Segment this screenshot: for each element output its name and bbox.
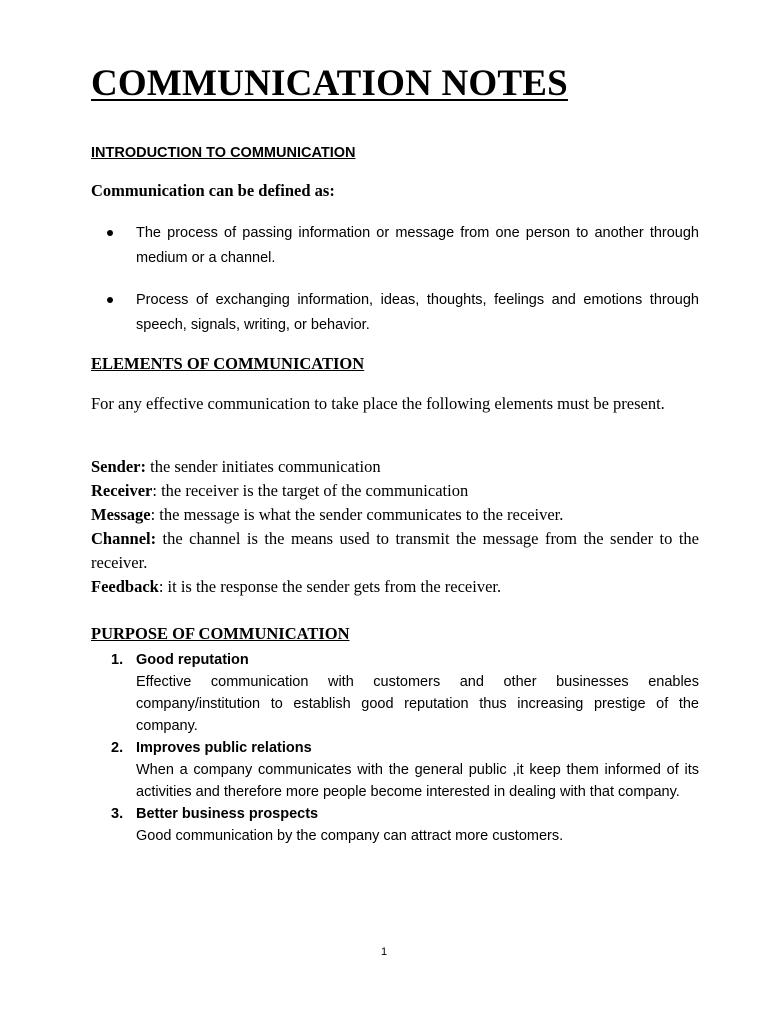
purpose-description: When a company communicates with the general public ,it keep them informed of its activities and therefore more people become interested in dealing with that company. [136, 762, 699, 800]
element-row [91, 527, 699, 575]
purpose-description: Effective communication with customers and other businesses enables company/institution to establish good reputation thus increasing prestige of the company. [136, 674, 699, 734]
bullet-icon [107, 230, 113, 236]
element-term: Receiver [91, 481, 153, 500]
elements-intro: For any effective communication to take place the following elements must be present. [91, 394, 665, 413]
purpose-item [91, 803, 699, 847]
purpose-number: 2. [111, 740, 124, 756]
element-row [91, 575, 699, 599]
elements-heading: ELEMENTS OF COMMUNICATION [91, 354, 365, 373]
element-term: Message [91, 505, 151, 524]
element-description: : the receiver is the target of the communication [152, 481, 469, 500]
element-row [91, 455, 699, 479]
element-row [91, 503, 699, 527]
purpose-title: Good reputation [136, 652, 249, 668]
document-title: COMMUNICATION NOTES [91, 63, 568, 104]
definition-item [107, 221, 699, 271]
intro-heading: INTRODUCTION TO COMMUNICATION [91, 145, 356, 161]
element-description: : it is the response the sender gets from the receiver. [158, 577, 502, 596]
purpose-item [91, 737, 699, 803]
definition-text: The process of passing information or message from one person to another through medium or a channel. [136, 225, 699, 266]
purpose-number: 3. [111, 806, 124, 822]
element-description: the channel is the means used to transmit the message from the sender to the receiver. [91, 529, 699, 572]
elements-list [91, 455, 699, 599]
purpose-list [91, 649, 699, 847]
definition-item [107, 288, 699, 338]
definition-text: Process of exchanging information, ideas, thoughts, feelings and emotions through speech, signals, writing, or behavior. [136, 292, 699, 333]
definition-heading: Communication can be defined as: [91, 181, 335, 200]
purpose-description: Good communication by the company can attract more customers. [136, 828, 564, 844]
element-description: the sender initiates communication [146, 457, 381, 476]
element-row [91, 479, 699, 503]
definition-list [107, 221, 699, 355]
purpose-number: 1. [111, 652, 124, 668]
element-term: Channel: [91, 529, 157, 548]
purpose-title: Better business prospects [136, 806, 319, 822]
purpose-title: Improves public relations [136, 740, 312, 756]
page-number: 1 [380, 946, 388, 958]
element-term: Feedback [91, 577, 159, 596]
bullet-icon [107, 297, 113, 303]
purpose-heading: PURPOSE OF COMMUNICATION [91, 624, 350, 643]
element-description: : the message is what the sender communicates to the receiver. [150, 505, 564, 524]
purpose-item [91, 649, 699, 737]
element-term: Sender: [91, 457, 146, 476]
